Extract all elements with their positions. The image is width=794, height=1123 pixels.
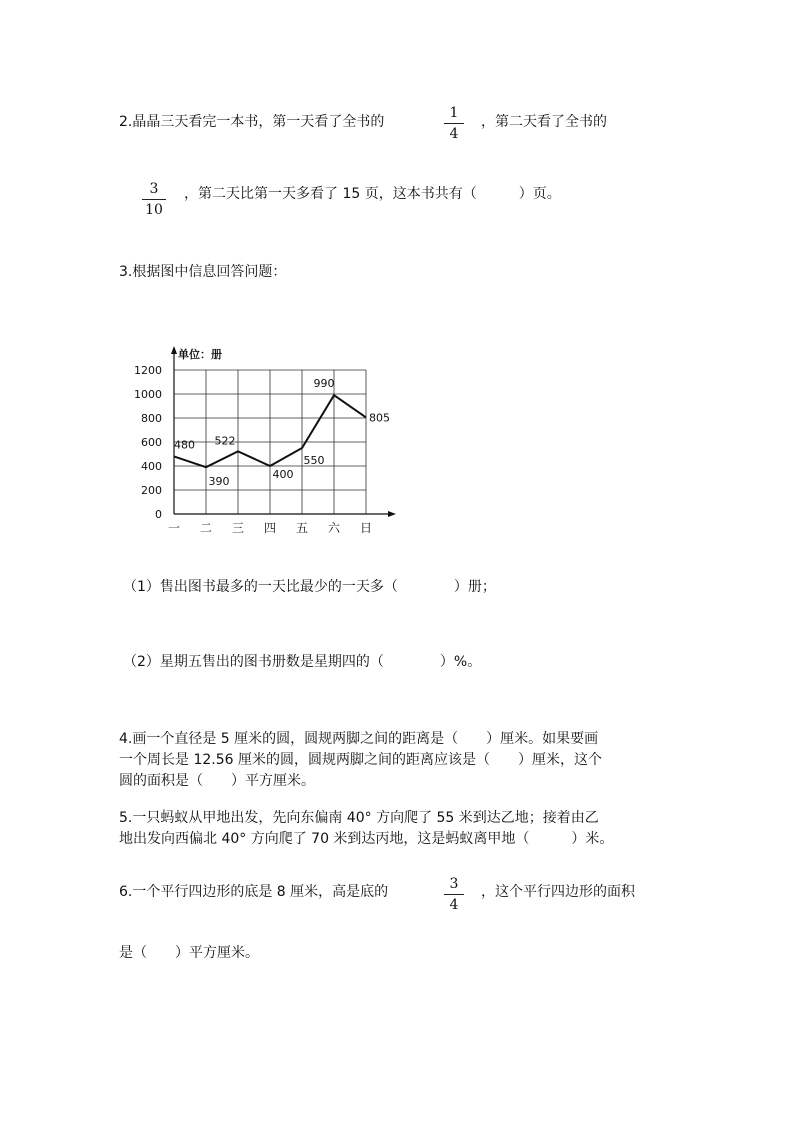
fraction-denominator: 4 [449,897,459,913]
fraction-bar [142,199,166,200]
data-label: 550 [303,454,325,467]
q2-text-part2: ，第二天看了全书的 [481,114,607,130]
fraction-bar [444,894,464,895]
q3-sub-question-2: （2）星期五售出的图书册数是星期四的（ ）%。 [123,654,482,670]
y-axis-arrow [171,346,177,354]
y-tick-label: 400 [141,460,162,473]
q2-fraction-one-quarter [444,105,464,142]
chart-svg [130,340,410,540]
unit-label: 单位：册 [178,348,222,361]
x-tick-label: 五 [295,521,309,535]
x-tick-label: 二 [199,521,213,535]
fraction-denominator: 10 [145,202,163,218]
q5-line-1: 5.一只蚂蚁从甲地出发，先向东偏南 40° 方向爬了 55 米到达乙地；接着由乙 [119,810,599,826]
q6-text-part2: ，这个平行四边形的面积 [481,884,635,900]
q2-fraction-three-tenths [142,181,166,218]
q3-title: 3.根据图中信息回答问题： [119,264,287,280]
data-label: 480 [174,438,195,452]
y-tick-label: 1200 [134,364,162,377]
q6-text-part1: 6.一个平行四边形的底是 8 厘米，高是底的 [119,884,389,900]
y-tick-label: 0 [155,508,162,521]
line-chart [130,340,410,540]
fraction-numerator: 1 [449,105,459,121]
q4-line-2: 一个周长是 12.56 厘米的圆，圆规两脚之间的距离应该是（ ）厘米，这个 [119,752,602,768]
q5-line-2: 地出发向西偏北 40° 方向爬了 70 米到达丙地，这是蚂蚁离甲地（ ）米。 [119,831,614,847]
fraction-numerator: 3 [449,876,459,892]
q6-fraction-three-quarters [444,876,464,913]
data-label: 522 [214,434,236,448]
q6-line-2: 是（ ）平方厘米。 [119,945,259,961]
x-tick-label: 四 [263,521,277,535]
fraction-denominator: 4 [449,126,459,142]
q2-text-part3: ，第二天比第一天多看了 15 页，这本书共有（ ）页。 [184,186,561,202]
fraction-bar [444,123,464,124]
y-tick-label: 200 [141,484,162,497]
data-label: 390 [208,475,230,489]
data-label: 400 [272,468,294,481]
x-tick-label: 三 [231,521,245,535]
y-tick-label: 600 [141,436,162,449]
y-tick-label: 800 [141,412,162,425]
q4-line-3: 圆的面积是（ ）平方厘米。 [119,773,315,789]
y-tick-label: 1000 [134,388,162,401]
x-axis-arrow [388,511,396,517]
q3-sub-question-1: （1）售出图书最多的一天比最少的一天多（ ）册； [123,579,496,595]
q2-text-part1: 2.晶晶三天看完一本书，第一天看了全书的 [119,114,385,130]
x-tick-label: 一 [167,521,181,535]
x-tick-label: 日 [359,521,373,535]
q4-line-1: 4.画一个直径是 5 厘米的圆，圆规两脚之间的距离是（ ）厘米。如果要画 [119,731,599,747]
fraction-numerator: 3 [149,181,159,197]
data-label: 990 [313,377,335,391]
data-label: 805 [369,411,390,425]
x-tick-label: 六 [327,521,341,535]
